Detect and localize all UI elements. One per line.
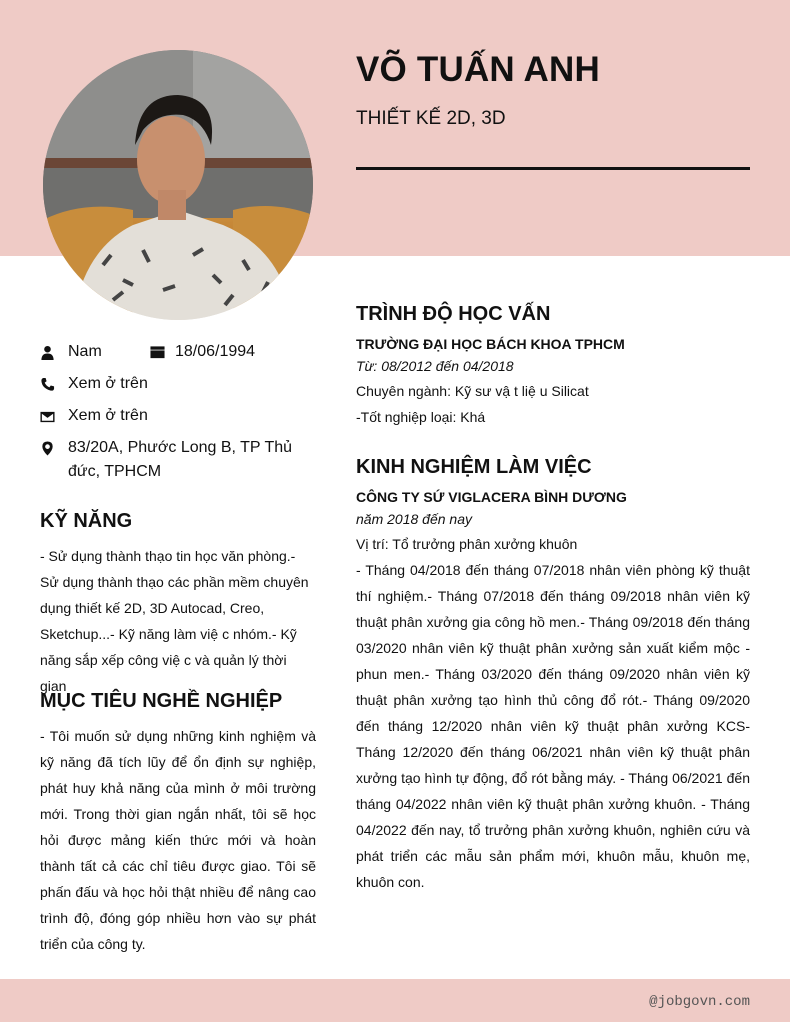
experience-position: Vị trí: Tổ trưởng phân xưởng khuôn <box>356 536 578 552</box>
info-row-address <box>40 436 316 484</box>
skills-title: KỸ NĂNG <box>40 510 133 532</box>
calendar-icon <box>150 340 175 364</box>
candidate-name: VÕ TUẤN ANH <box>356 50 600 89</box>
mail-icon <box>40 404 68 428</box>
avatar <box>43 50 313 320</box>
education-major: Chuyên ngành: Kỹ sư vậ t liệ u Silicat <box>356 383 589 399</box>
education-section <box>356 303 750 430</box>
birthday-value: 18/06/1994 <box>175 343 256 360</box>
experience-section <box>356 456 750 895</box>
email-value: Xem ở trên <box>68 407 148 424</box>
experience-description: - Tháng 04/2018 đến tháng 07/2018 nhân viên phòng kỹ thuật thí nghiệm.- Tháng 07/2018 đến tháng 09/2018 nhân viên kỹ thuật phân xưởng gia công hồ men.- Tháng 09/2018 đến tháng 03/2020 nhân viên kỹ thuật phân xưởng sản xuất kiểm mộc - phun men.- Tháng 03/2020 đến tháng 09/2020 nhân viên kỹ thuật phân xưởng tạo hình thủ công đổ rót.- Tháng 09/2020 đến tháng 12/2020 nhân viên kỹ thuật phân xưởng KCS- Tháng 12/2020 đến tháng 06/2021 nhân viên kỹ thuật phân xưởng tạo hình tự động, đổ rót bằng máy. - Tháng 06/2021 đến tháng 04/2022 nhân viên kỹ thuật phân xưởng khuôn. - Tháng 04/2022 đến nay, tổ trưởng phân xưởng khuôn, nghiên cứu và phát triển các mẫu sản phẩm mới, khuôn mẫu, khuôn mẹ, khuôn con. <box>356 562 750 890</box>
gender-value: Nam <box>68 343 102 360</box>
footer-watermark: @jobgovn.com <box>649 994 750 1010</box>
experience-period: năm 2018 đến nay <box>356 511 472 527</box>
skills-section <box>40 510 316 699</box>
address-value: 83/20A, Phước Long B, TP Thủ đức, TPHCM <box>68 439 293 480</box>
job-title: THIẾT KẾ 2D, 3D <box>356 108 506 129</box>
education-title: TRÌNH ĐỘ HỌC VẤN <box>356 303 551 325</box>
contact-info <box>40 340 316 492</box>
education-period: Từ: 08/2012 đến 04/2018 <box>356 358 514 374</box>
phone-value: Xem ở trên <box>68 375 148 392</box>
user-icon <box>40 340 68 364</box>
info-row-gender-birthday <box>40 340 316 364</box>
experience-title: KINH NGHIỆM LÀM VIỆC <box>356 456 592 478</box>
career-goal-section <box>40 690 316 957</box>
education-grade: -Tốt nghiệp loại: Khá <box>356 409 486 425</box>
school-name: TRƯỜNG ĐẠI HỌC BÁCH KHOA TPHCM <box>356 336 625 352</box>
info-row-phone <box>40 372 316 396</box>
map-pin-icon <box>40 436 68 460</box>
career-goal-title: MỤC TIÊU NGHỀ NGHIỆP <box>40 690 283 712</box>
company-name: CÔNG TY SỨ VIGLACERA BÌNH DƯƠNG <box>356 489 627 505</box>
skills-text: - Sử dụng thành thạo tin học văn phòng.- Sử dụng thành thạo các phần mềm chuyên dụng thiết kế 2D, 3D Autocad, Creo, Sketchup...- Kỹ năng làm việ c nhóm.- Kỹ năng sắp xếp công việ c và quản lý thời gian <box>40 548 309 694</box>
info-row-email <box>40 404 316 428</box>
profile-photo <box>43 50 313 320</box>
phone-icon <box>40 372 68 396</box>
title-divider <box>356 167 750 170</box>
career-goal-text: - Tôi muốn sử dụng những kinh nghiệm và kỹ năng đã tích lũy để ổn định sự nghiệp, phát huy khả năng của mình ở môi trường mới. Trong thời gian ngắn nhất, tôi sẽ học hỏi được mảng kiến thức mới và hoàn thành tất cả các chỉ tiêu được giao. Tôi sẽ phấn đấu và học hỏi thật nhiều để nâng cao trình độ, đóng góp nhiều hơn vào sự phát triển của công ty. <box>40 728 316 952</box>
